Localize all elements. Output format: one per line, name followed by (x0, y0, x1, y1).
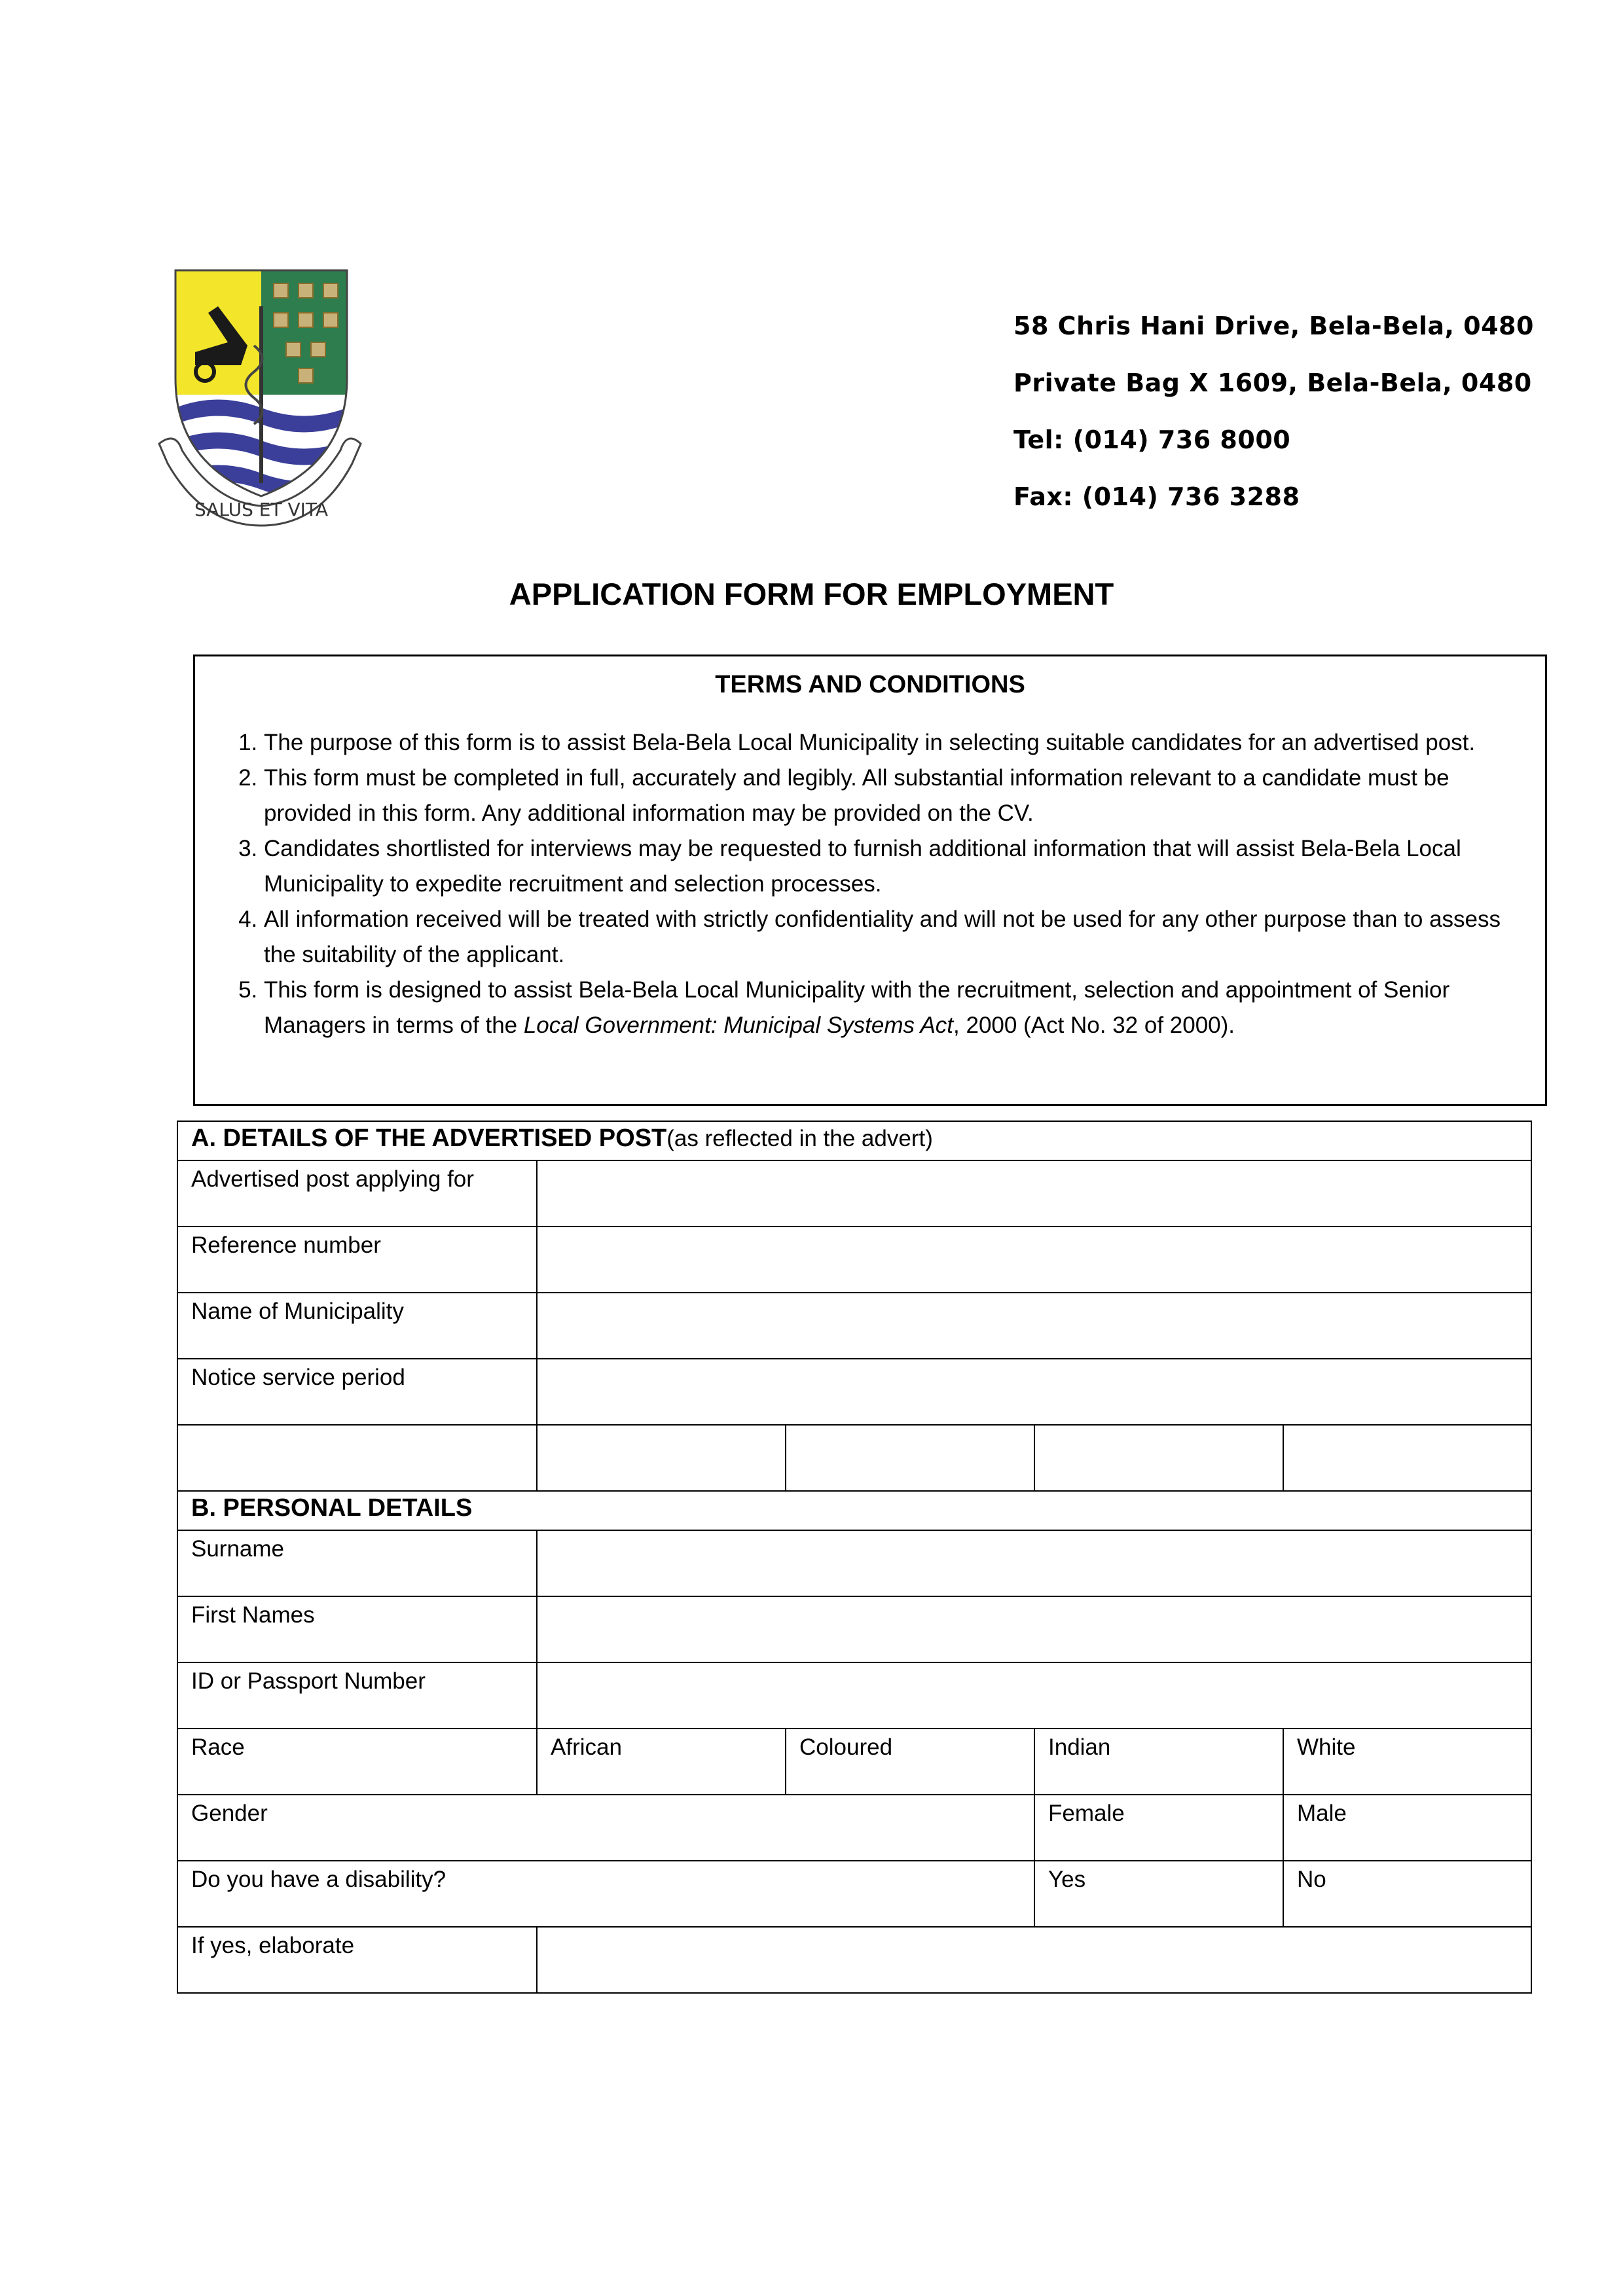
address-block (1013, 298, 1534, 526)
terms-item: 2. This form must be completed in full, accurately and legibly. All substantial information relevant to a candidate must be provided in this form. Any additional information may be provided on the CV. (264, 761, 1504, 831)
disability-elaborate-input[interactable] (537, 1927, 1531, 1993)
field-label: If yes, elaborate (177, 1927, 537, 1993)
first-names-input[interactable] (537, 1596, 1531, 1662)
disability-option-no[interactable]: No (1283, 1861, 1531, 1927)
terms-item: 4. All information received will be treated with strictly confidentiality and will not be used for any other purpose than to assess the suitability of the applicant. (264, 902, 1504, 973)
table-row (177, 1795, 1531, 1861)
field-label: Do you have a disability? (177, 1861, 1034, 1927)
id-passport-input[interactable] (537, 1662, 1531, 1729)
table-row (177, 1293, 1531, 1359)
race-option-indian[interactable]: Indian (1034, 1729, 1283, 1795)
section-b-header (177, 1491, 1531, 1530)
table-row (177, 1861, 1531, 1927)
section-a-title: A. DETAILS OF THE ADVERTISED POST (191, 1124, 667, 1152)
blank-cell[interactable] (1034, 1425, 1283, 1491)
table-row (177, 1729, 1531, 1795)
field-label: Advertised post applying for (177, 1160, 537, 1227)
address-line-postal: Private Bag X 1609, Bela-Bela, 0480 (1013, 368, 1532, 397)
table-row (177, 1160, 1531, 1227)
notice-period-input[interactable] (537, 1359, 1531, 1425)
table-row (177, 1662, 1531, 1729)
blank-cell[interactable] (786, 1425, 1034, 1491)
race-option-african[interactable]: African (537, 1729, 786, 1795)
page-title: APPLICATION FORM FOR EMPLOYMENT (509, 577, 1114, 611)
gender-option-female[interactable]: Female (1034, 1795, 1283, 1861)
race-option-white[interactable]: White (1283, 1729, 1531, 1795)
field-label: Surname (177, 1530, 537, 1596)
gender-option-male[interactable]: Male (1283, 1795, 1531, 1861)
field-label: ID or Passport Number (177, 1662, 537, 1729)
field-label: First Names (177, 1596, 537, 1662)
terms-item: 1. The purpose of this form is to assist Bela-Bela Local Municipality in selecting suitable candidates for an advertised post. (264, 725, 1504, 761)
table-row (177, 1530, 1531, 1596)
terms-item: 3. Candidates shortlisted for interviews may be requested to furnish additional information that will assist Bela-Bela Local Municipality to expedite recruitment and selection processes. (264, 831, 1504, 902)
table-row (177, 1359, 1531, 1425)
blank-cell[interactable] (177, 1425, 537, 1491)
section-b-title: B. PERSONAL DETAILS (191, 1494, 473, 1522)
disability-option-yes[interactable]: Yes (1034, 1861, 1283, 1927)
reference-number-input[interactable] (537, 1227, 1531, 1293)
field-label: Gender (177, 1795, 1034, 1861)
field-label: Name of Municipality (177, 1293, 537, 1359)
municipal-crest-logo (156, 267, 364, 529)
field-label: Race (177, 1729, 537, 1795)
address-line-street: 58 Chris Hani Drive, Bela-Bela, 0480 (1013, 312, 1534, 340)
terms-list (195, 725, 1504, 1043)
blank-cell[interactable] (1283, 1425, 1531, 1491)
section-a-header (177, 1121, 1531, 1160)
municipality-name-input[interactable] (537, 1293, 1531, 1359)
table-row (177, 1227, 1531, 1293)
blank-cell[interactable] (537, 1425, 786, 1491)
crest-motto: SALUS ET VITA (194, 499, 329, 520)
application-form-table (177, 1121, 1532, 1994)
table-row (177, 1425, 1531, 1491)
field-label: Notice service period (177, 1359, 537, 1425)
terms-heading: TERMS AND CONDITIONS (715, 671, 1025, 698)
surname-input[interactable] (537, 1530, 1531, 1596)
address-line-tel: Tel: (014) 736 8000 (1013, 425, 1291, 454)
table-row (177, 1596, 1531, 1662)
section-a-note: (as reflected in the advert) (666, 1126, 933, 1151)
table-row (177, 1927, 1531, 1993)
terms-box (193, 655, 1547, 1106)
terms-item: 5. This form is designed to assist Bela-Bela Local Municipality with the recruitment, selection and appointment of Senior Managers in terms of the Local Government: Municipal Systems Act, 2000 (Act No. 32 of 2000). (264, 973, 1504, 1043)
address-line-fax: Fax: (014) 736 3288 (1013, 482, 1300, 511)
act-name: Local Government: Municipal Systems Act (523, 1013, 954, 1038)
race-option-coloured[interactable]: Coloured (786, 1729, 1034, 1795)
field-label: Reference number (177, 1227, 537, 1293)
advertised-post-input[interactable] (537, 1160, 1531, 1227)
